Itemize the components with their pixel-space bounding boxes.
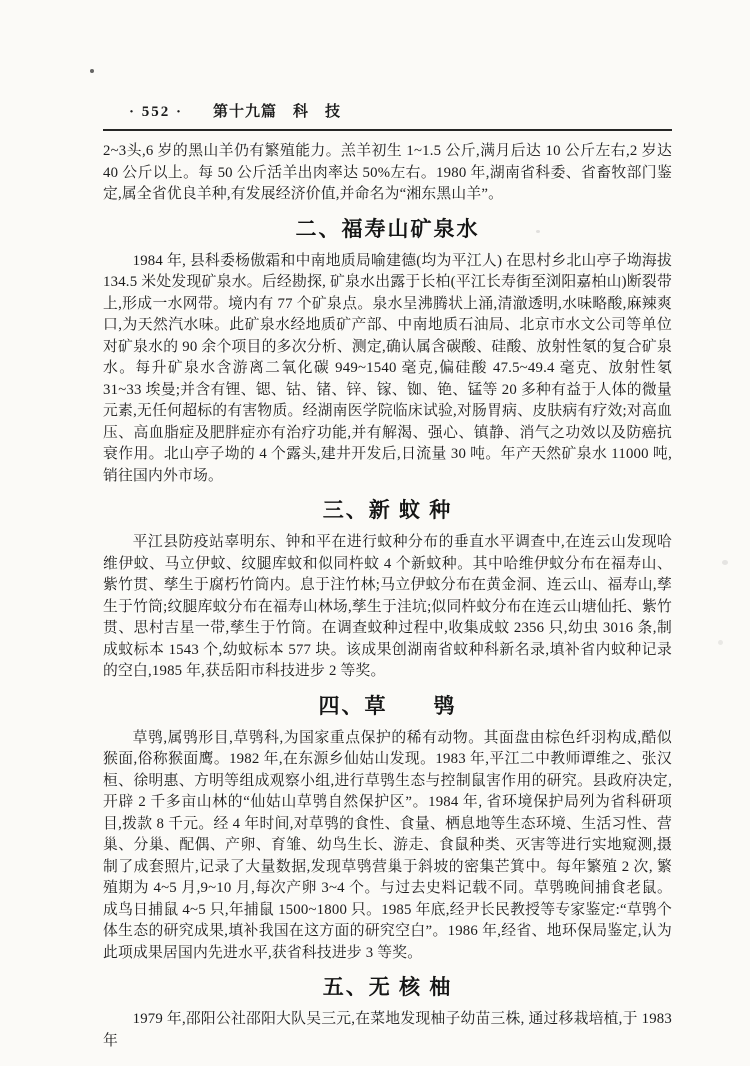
paragraph-seedless-pomelo: 1979 年,邵阳公社邵阳大队吴三元,在菜地发现柚子幼苗三株, 通过移栽培植,于 1983 年 [103,1011,672,1049]
paragraph-new-mosquito-species: 平江县防疫站辜明东、钟和平在进行蚊种分布的垂直水平调查中,在连云山发现哈维伊蚊、马立伊蚊、纹腿库蚊和似同杵蚊 4 个新蚊种。其中哈维伊蚊分布在福寿山、紫竹贯、孳生于腐朽竹筒内。息于注竹林;马立伊蚊分布在黄金洞、连云山、福寿山,孳生于竹筒;纹腿库蚊分布在福寿山林场,孳生于洼坑;似同杵蚊分布在连云山塘仙托、紫竹贯、思村吉星一带,孳生于竹筒。在调查蚊种过程中,收集成蚊 2356 只,幼虫 3016 条,制成蚊标本 1543 个,幼蚊标本 577 块。该成果创湖南省蚊种科新名录,填补省内蚊种记录的空白,1985 年,获岳阳市科技进步 2 等奖。 [103,534,672,679]
scan-speck [90,69,94,73]
section-heading-mineral-water: 二、福寿山矿泉水 [295,216,480,241]
paragraph-goat-continuation: 2~3头,6 岁的黑山羊仍有繁殖能力。羔羊初生 1~1.5 公斤,满月后达 10 公斤左右,2 岁达 40 公斤以上。每 50 公斤活羊出肉率达 50%左右。1980 年,湖南省科委、省畜牧部门鉴定,属全省优良羊种,有发展经济价值,并命名为“湘东黑山羊”。 [103,143,672,202]
scan-speck [718,640,723,645]
section-heading-new-mosquito-species: 三、新 蚊 种 [322,498,453,522]
section-heading-grass-owl: 四、草 鸮 [318,693,457,718]
header-rule [103,129,672,131]
page-number: · 552 · [129,104,184,120]
scan-speck [722,560,728,565]
chapter-title: 第十九篇 科 技 [213,103,342,120]
paragraph-mineral-water: 1984 年, 县科委杨傲霜和中南地质局喻建德(均为平江人) 在思村乡北山亭子坳海拔 134.5 米处发现矿泉水。后经勘探, 矿泉水出露于长柏(平江长寿街至浏阳嘉柏山)断裂带上,形成一水网带。境内有 77 个矿泉点。泉水呈沸腾状上涌,清澈透明,水味略酸,麻辣爽口,为天然汽水味。此矿泉水经地质矿产部、中南地质石油局、北京市水文公司等单位对矿泉水的 90 余个项目的多次分析、测定,确认属含碳酸、硅酸、放射性氡的复合矿泉水。每升矿泉水含游离二氧化碳 949~1540 毫克,偏硅酸 47.5~49.4 毫克、放射性氡 31~33 埃曼;并含有锂、锶、钴、锗、锌、镓、铷、铯、锰等 20 多种有益于人体的微量元素,无任何超标的有害物质。经湖南医学院临床试验,对肠胃病、皮肤病有疗效;对高血压、高血脂症及肥胖症亦有治疗功能,并有解渴、强心、镇静、消气之功效以及防癌抗衰作用。北山亭子坳的 4 个露头,建井开发后,日流量 30 吨。年产天然矿泉水 11000 吨, 销往国内外市场。 [103,252,672,484]
section-heading-seedless-pomelo: 五、无 核 柚 [322,975,453,999]
running-header [103,103,672,121]
paragraph-grass-owl: 草鸮,属鸮形目,草鸮科,为国家重点保护的稀有动物。其面盘由棕色纤羽构成,酷似猴面,俗称猴面鹰。1982 年,在东源乡仙姑山发现。1983 年,平江二中教师谭维之、张汉桓、徐明惠、方明等组成观察小组,进行草鸮生态与控制鼠害作用的研究。县政府决定,开辟 2 千多亩山林的“仙姑山草鸮自然保护区”。1984 年, 省环境保护局列为省科研项目,拨款 8 千元。经 4 年时间,对草鸮的食性、食量、栖息地等生态环境、生活习性、营巢、分巢、配偶、产卵、育雏、幼鸟生长、游走、食鼠种类、灭害等进行实地窥测,摄制了成套照片,记录了大量数据,发现草鸮营巢于斜坡的密集芒箕中。每年繁殖 2 次, 繁殖期为 4~5 月,9~10 月,每次产卵 3~4 个。与过去史料记载不同。草鸮晚间捕食老鼠。成鸟日捕鼠 4~5 只,年捕鼠 1500~1800 只。1985 年底,经尹长民教授等专家鉴定:“草鸮个体生态的研究成果,填补我国在这方面的研究空白”。1986 年,经省、地环保局鉴定,认为此项成果居国内先进水平,获省科技进步 3 等奖。 [103,729,672,961]
text-column [103,0,672,1052]
